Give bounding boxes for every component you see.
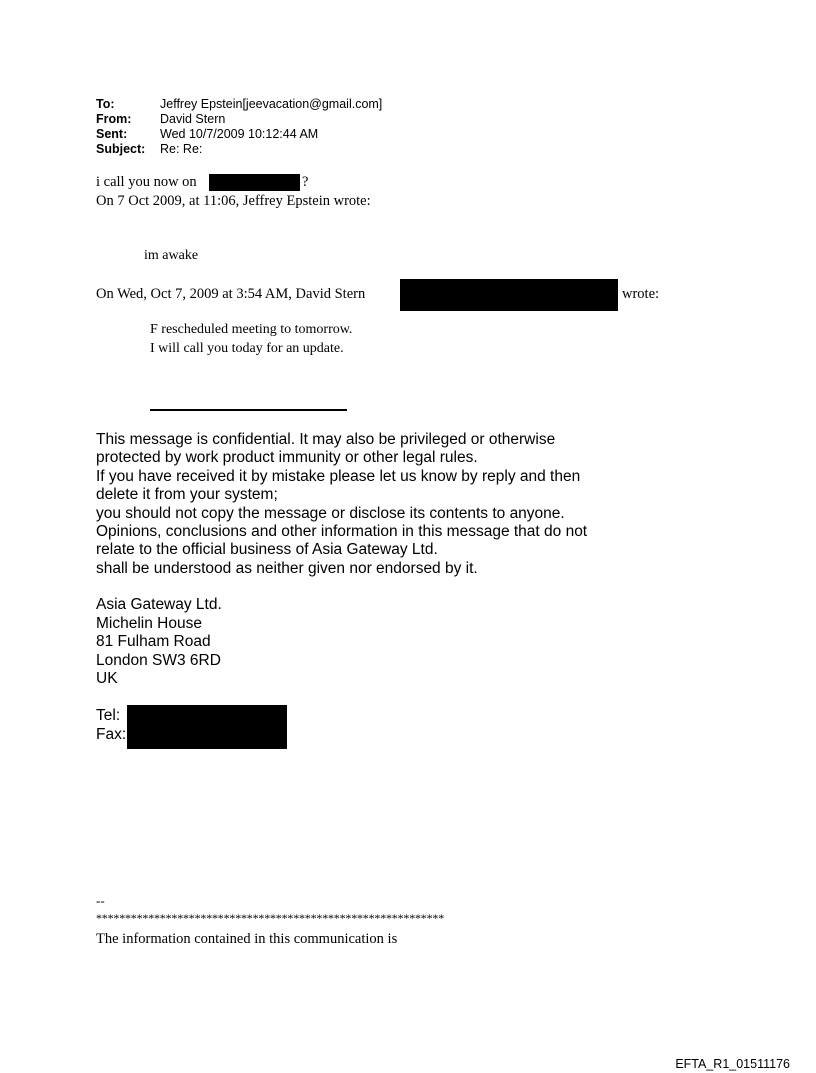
redaction-tel-fax bbox=[127, 705, 287, 749]
document-id: EFTA_R1_01511176 bbox=[675, 1057, 790, 1071]
quoted-attribution-2: On Wed, Oct 7, 2009 at 3:54 AM, David Stern bbox=[96, 286, 366, 302]
quoted-attribution-1: On 7 Oct 2009, at 11:06, Jeffrey Epstein wrote: bbox=[96, 193, 371, 209]
reply-line-prefix: i call you now on bbox=[96, 174, 197, 190]
disclaimer-line: you should not copy the message or disclose its contents to anyone. bbox=[96, 504, 565, 522]
subject-value: Re: Re: bbox=[160, 142, 203, 156]
address-line: London SW3 6RD bbox=[96, 651, 221, 669]
disclaimer-line: protected by work product immunity or other legal rules. bbox=[96, 449, 478, 467]
redaction-email bbox=[400, 279, 618, 311]
fax-label: Fax: bbox=[96, 726, 127, 743]
disclaimer-line: Opinions, conclusions and other information in this message that do not bbox=[96, 523, 588, 541]
disclaimer-line: shall be understood as neither given nor endorsed by it. bbox=[96, 559, 478, 577]
sent-value: Wed 10/7/2009 10:12:44 AM bbox=[160, 127, 319, 141]
footer-asterisks: ************************************************************ bbox=[96, 911, 445, 925]
confidentiality-disclaimer bbox=[96, 431, 587, 578]
tel-label: Tel: bbox=[96, 707, 121, 724]
quoted-attribution-2-suffix: wrote: bbox=[622, 286, 660, 302]
sent-label: Sent: bbox=[96, 127, 128, 141]
address-line: UK bbox=[96, 670, 118, 687]
address-line: Asia Gateway Ltd. bbox=[96, 596, 222, 613]
reply-line-suffix: ? bbox=[302, 174, 309, 190]
footer-info-line: The information contained in this communication is bbox=[96, 931, 398, 947]
address-line: 81 Fulham Road bbox=[96, 633, 211, 650]
disclaimer-line: relate to the official business of Asia Gateway Ltd. bbox=[96, 541, 438, 559]
quoted-message-2-line-2: I will call you today for an update. bbox=[150, 341, 344, 356]
subject-label: Subject: bbox=[96, 142, 146, 156]
from-value: David Stern bbox=[160, 112, 226, 126]
to-value: Jeffrey Epstein[jeevacation@gmail.com] bbox=[160, 97, 383, 111]
redaction-phone bbox=[209, 174, 300, 191]
quoted-message-1: im awake bbox=[144, 248, 199, 263]
disclaimer-line: delete it from your system; bbox=[96, 486, 278, 504]
signature-separator bbox=[150, 409, 347, 411]
address-line: Michelin House bbox=[96, 614, 202, 632]
from-label: From: bbox=[96, 112, 132, 126]
disclaimer-line: If you have received it by mistake please let us know by reply and then bbox=[96, 467, 581, 485]
company-address bbox=[96, 596, 222, 689]
quoted-message-2-line-1: F rescheduled meeting to tomorrow. bbox=[150, 322, 353, 337]
disclaimer-line: This message is confidential. It may also be privileged or otherwise bbox=[96, 431, 556, 448]
to-label: To: bbox=[96, 97, 115, 111]
footer-dashes: -- bbox=[96, 893, 105, 908]
